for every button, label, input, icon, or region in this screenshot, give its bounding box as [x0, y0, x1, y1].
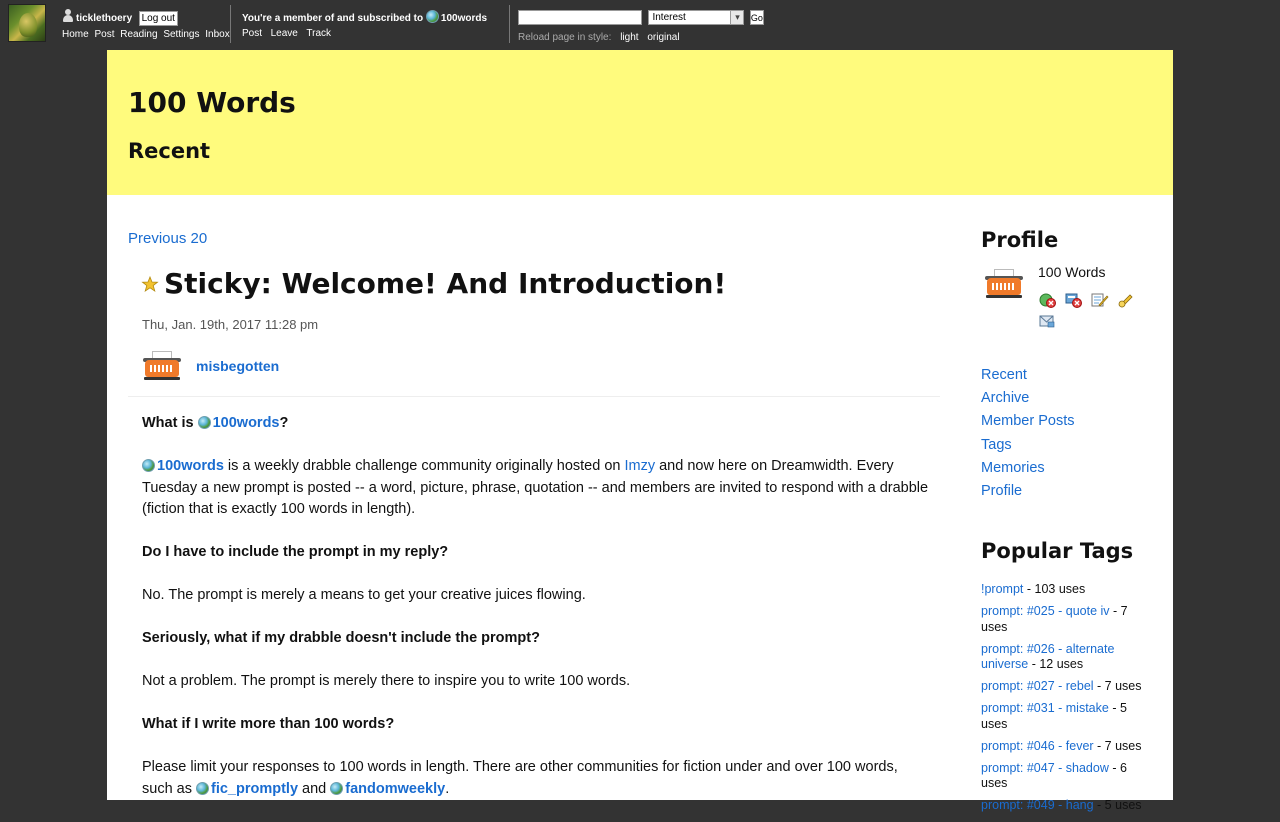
journal-header — [107, 50, 1173, 195]
divider — [128, 396, 940, 397]
top-navigation-bar — [0, 0, 1280, 50]
style-original-link[interactable]: original — [647, 32, 680, 43]
a4-and: and — [298, 780, 331, 797]
list-item — [981, 798, 1153, 814]
unsubscribe-icon[interactable] — [1065, 292, 1083, 308]
divider — [509, 5, 510, 43]
tag-uses: - 6 uses — [981, 760, 1127, 790]
answer-4 — [142, 757, 932, 800]
user-avatar[interactable] — [8, 4, 46, 42]
tag-link[interactable]: prompt: #025 - quote iv — [981, 604, 1110, 618]
entry-date: Thu, Jan. 19th, 2017 11:28 pm — [142, 317, 319, 332]
sidebar-item-member-posts[interactable]: Member Posts — [981, 413, 1075, 430]
answer-2: No. The prompt is merely a means to get your creative juices flowing. — [142, 587, 586, 603]
tag-link[interactable]: prompt: #047 - shadow — [981, 760, 1109, 775]
search-go-button[interactable]: Go — [750, 10, 764, 25]
community-link[interactable]: 100words — [212, 415, 280, 431]
popular-tags-list — [981, 582, 1153, 820]
a4-text: Please limit your responses to 100 words in length. There are other communities for fiction under and over 100 words, such as — [142, 759, 898, 797]
list-item — [981, 679, 1153, 695]
tag-uses: - 5 uses — [981, 701, 1127, 731]
search-type-select[interactable] — [648, 10, 744, 25]
entry-title-text[interactable]: Sticky: Welcome! And Introduction! — [164, 267, 727, 300]
community-track-link[interactable]: Track — [306, 28, 332, 39]
typewriter-userpic-icon[interactable] — [984, 267, 1024, 301]
leave-community-icon[interactable] — [1039, 292, 1057, 308]
a1-text: is a weekly drabble challenge community originally hosted on — [223, 458, 625, 474]
typewriter-userpic-icon — [142, 349, 182, 383]
logout-button[interactable]: Log out — [139, 11, 178, 26]
fic-promptly-link[interactable]: fic_promptly — [211, 780, 299, 797]
reload-style-label: Reload page in style: — [518, 32, 612, 43]
previous-20-link[interactable]: Previous 20 — [128, 230, 208, 247]
community-icon — [426, 10, 439, 23]
community-icon — [142, 459, 155, 472]
a4-end: . — [445, 780, 450, 797]
tag-link[interactable]: prompt: #031 - mistake — [981, 701, 1109, 715]
membership-block — [242, 10, 487, 39]
style-light-link[interactable]: light — [620, 32, 639, 43]
tag-uses: - 103 uses — [1023, 582, 1086, 596]
nav-home-link[interactable]: Home — [62, 29, 89, 40]
sticky-star-icon — [142, 276, 158, 292]
fandomweekly-link[interactable]: fandomweekly — [345, 780, 446, 797]
tag-link[interactable]: !prompt — [981, 582, 1024, 596]
person-icon — [62, 9, 73, 23]
tag-uses: - 7 uses — [981, 604, 1128, 634]
page-container — [107, 50, 1173, 812]
answer-3: Not a problem. The prompt is merely there to inspire you to write 100 words. — [142, 673, 631, 689]
community-actions — [242, 28, 487, 39]
list-item — [981, 642, 1153, 673]
nav-settings-link[interactable]: Settings — [163, 29, 200, 40]
community-leave-link[interactable]: Leave — [270, 28, 298, 39]
nav-reading-link[interactable]: Reading — [120, 29, 158, 40]
profile-action-icons — [1039, 292, 1149, 334]
list-item — [981, 604, 1153, 635]
popular-tags-heading: Popular Tags — [981, 539, 1134, 563]
community-icon — [198, 416, 211, 429]
divider — [230, 5, 231, 43]
question-3: Seriously, what if my drabble doesn't include the prompt? — [142, 630, 540, 646]
community-link[interactable]: 100words — [440, 13, 488, 24]
profile-name: 100 Words — [1038, 264, 1106, 280]
sidebar-item-memories[interactable]: Memories — [981, 459, 1045, 476]
search-block — [518, 10, 764, 43]
profile-heading: Profile — [981, 228, 1059, 252]
tag-link[interactable]: prompt: #046 - fever — [981, 738, 1094, 753]
entry-title — [142, 267, 726, 300]
tag-link[interactable]: prompt: #027 - rebel — [981, 679, 1094, 693]
sidebar-item-tags[interactable]: Tags — [981, 436, 1012, 453]
sidebar-item-archive[interactable]: Archive — [981, 390, 1030, 407]
tag-uses: - 12 uses — [1028, 657, 1084, 671]
track-icon[interactable] — [1117, 292, 1135, 308]
list-item — [981, 761, 1153, 792]
tag-link[interactable]: prompt: #049 - hang — [981, 798, 1094, 812]
message-icon[interactable] — [1039, 313, 1057, 329]
community-icon — [196, 782, 209, 795]
community-post-link[interactable]: Post — [242, 28, 263, 39]
chevron-down-icon: ▾ — [730, 11, 743, 24]
page-subtitle: Recent — [128, 139, 211, 163]
journal-title[interactable]: 100 Words — [128, 86, 296, 119]
poster-username-link[interactable]: misbegotten — [196, 358, 280, 374]
imzy-link[interactable]: Imzy — [624, 458, 656, 474]
search-type-value: Interest — [652, 12, 686, 23]
post-entry-icon[interactable] — [1091, 292, 1109, 308]
list-item — [981, 582, 1153, 598]
entry-poster — [142, 349, 279, 389]
community-icon — [330, 782, 343, 795]
username-link[interactable]: ticklethoery — [76, 13, 133, 24]
sidebar-item-recent[interactable]: Recent — [981, 367, 1027, 383]
member-status-text: You're a member of and subscribed to — [242, 13, 424, 24]
question-1 — [142, 413, 932, 435]
list-item — [981, 739, 1153, 755]
user-block — [62, 8, 233, 40]
question-2: Do I have to include the prompt in my reply? — [142, 544, 449, 560]
tag-uses: - 7 uses — [1093, 679, 1142, 693]
question-4: What if I write more than 100 words? — [142, 716, 395, 732]
search-input[interactable] — [518, 10, 642, 25]
list-item — [981, 701, 1153, 732]
tag-uses: - 7 uses — [1093, 738, 1142, 753]
q1-prefix: What is — [142, 415, 198, 431]
community-link[interactable]: 100words — [157, 458, 224, 474]
nav-inbox-link[interactable]: Inbox — [205, 29, 230, 40]
q1-suffix: ? — [279, 415, 289, 431]
a1-text-2: and now here on Dreamwidth. Every Tuesday a new prompt is posted -- a word, picture, phrase, quotation -- and members are invited to respond with a drabble (fiction that is exactly 100 words in length). — [142, 458, 929, 517]
entry-body — [142, 413, 932, 822]
tag-uses: - 5 uses — [1093, 798, 1142, 812]
account-nav — [62, 29, 233, 40]
sidebar-nav — [981, 364, 1074, 503]
sidebar-item-profile[interactable]: Profile — [981, 483, 1023, 500]
tag-link[interactable]: prompt: #026 - alternate universe — [981, 641, 1115, 671]
answer-1 — [142, 456, 932, 521]
nav-post-link[interactable]: Post — [94, 29, 115, 40]
